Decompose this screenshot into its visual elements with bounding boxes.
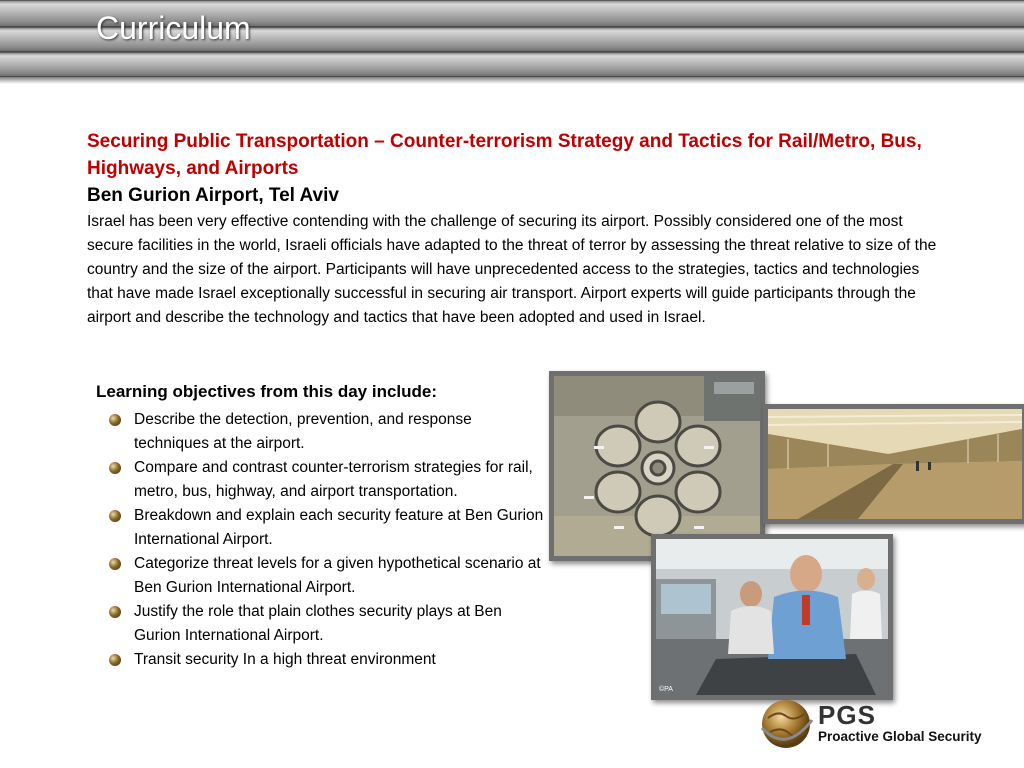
header-band (0, 0, 1024, 84)
header-shadow (0, 77, 1024, 84)
globe-icon (758, 696, 814, 752)
terminal-corridor-photo (763, 404, 1024, 524)
pgs-logo (758, 696, 994, 754)
objectives-heading: Learning objectives from this day include: (96, 382, 438, 401)
security-checkpoint-photo (651, 534, 893, 700)
course-section (87, 128, 937, 330)
objective-text: Describe the detection, prevention, and response techniques at the airport. (134, 411, 472, 452)
objective-text: Compare and contrast counter-terrorism strategies for rail, metro, bus, highway, and airport transportation. (134, 459, 533, 500)
bullet-icon (109, 654, 121, 666)
bullet-icon (109, 558, 121, 570)
objective-text: Justify the role that plain clothes security plays at Ben Gurion International Airport. (134, 603, 502, 644)
list-item (108, 408, 548, 456)
list-item (108, 552, 548, 600)
page-title: Curriculum (96, 10, 251, 46)
bullet-icon (109, 510, 121, 522)
objective-text: Breakdown and explain each security feature at Ben Gurion International Airport. (134, 507, 544, 548)
logo-text (818, 700, 982, 744)
list-item (108, 456, 548, 504)
objective-text: Transit security In a high threat environment (134, 651, 436, 668)
aerial-airport-image (554, 376, 760, 556)
list-item (108, 600, 548, 648)
course-location: Ben Gurion Airport, Tel Aviv (87, 185, 339, 206)
objective-text: Categorize threat levels for a given hypothetical scenario at Ben Gurion International Airport. (134, 555, 541, 596)
logo-name: PGS (818, 700, 876, 730)
security-checkpoint-image (656, 539, 888, 695)
header-stripe (0, 52, 1024, 77)
course-title: Securing Public Transportation – Counter-terrorism Strategy and Tactics for Rail/Metro, Bus, Highways, and Airports (87, 131, 922, 179)
logo-tagline: Proactive Global Security (818, 729, 982, 744)
bullet-icon (109, 462, 121, 474)
list-item (108, 648, 548, 672)
course-description: Israel has been very effective contending with the challenge of securing its airport. Possibly considered one of the most secure facilities in the world, Israeli officials have adapted to the threat of terror by assessing the threat relative to size of the country and the size of the airport. Participants will have unprecedented access to the strategies, tactics and technologies that have made Israel exceptionally successful in securing air transport. Airport experts will guide participants through the airport and describe the technology and tactics that have been adopted and used in Israel. (87, 213, 937, 326)
aerial-airport-photo (549, 371, 765, 561)
bullet-icon (109, 414, 121, 426)
terminal-corridor-image (768, 409, 1022, 519)
photo-credit: ©PA (659, 686, 673, 693)
list-item (108, 504, 548, 552)
objectives-list (108, 408, 548, 672)
bullet-icon (109, 606, 121, 618)
